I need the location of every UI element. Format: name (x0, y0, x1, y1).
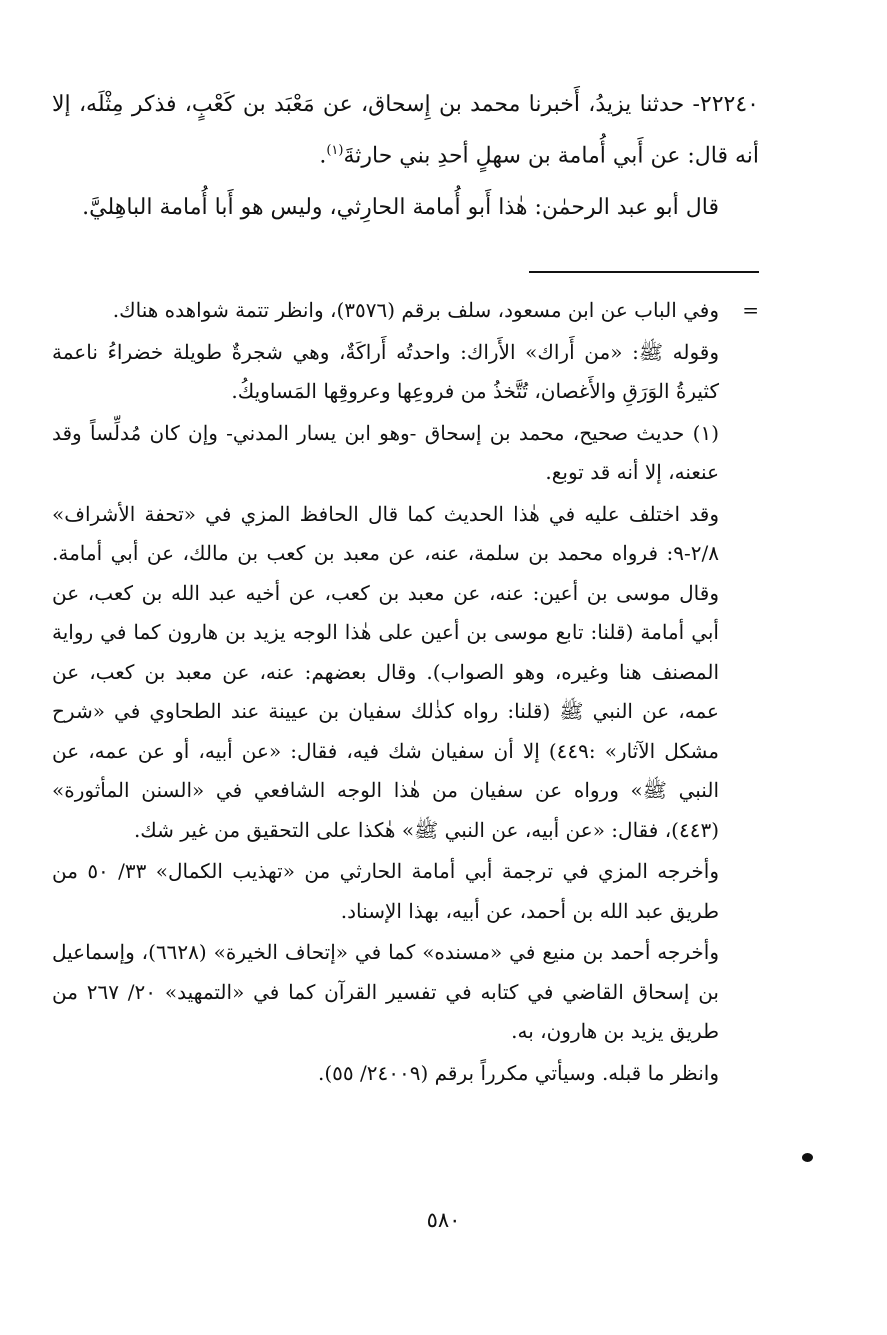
footnotes (52, 291, 759, 1093)
footnote-divider (529, 271, 759, 273)
footnote-ref-1: (١) (326, 143, 344, 158)
hadith-end: . (319, 143, 327, 169)
margin-mark (802, 1153, 813, 1162)
continuation-mark: = (742, 298, 759, 323)
footnote-1: (١) حديث صحيح، محمد بن إسحاق -وهو ابن يسار المدني- وإن كان مُدلِّساً وقد عنعنه، إلا أنه قد توبع. (52, 420, 719, 485)
footnote-arak: وقوله ﷺ: «من أَراك» الأَراك: واحدتُه أَراكَةٌ، وهي شجرةٌ طويلة خضراءُ ناعمة كثيرةُ الوَرَقِ والأَغصان، تُتَّخذُ من فروعِها وعروقِها المَساويكُ. (52, 339, 719, 404)
hadith-paragraph (52, 82, 759, 179)
footnote-continuation (52, 291, 759, 331)
page-number: ٥٨٠ (426, 1208, 461, 1232)
author-note: قال أبو عبد الرحمٰن: هٰذا أَبو أُمامة الحارِثي، وليس هو أَبا أُمامة الباهِليَّ. (82, 195, 719, 221)
footnote-cross-reference: وانظر ما قبله. وسيأتي مكرراً برقم (٢٤٠٠٩/ ٥٥). (317, 1060, 719, 1085)
footnote-ibn-mani: وأخرجه أحمد بن منيع في «مسنده» كما في «إتحاف الخيرة» (٦٦٢٨)، وإسماعيل بن إسحاق القاضي في كتابه في تفسير القرآن كما في «التمهيد» ٢٠/ ٢٦٧ من طريق يزيد بن هارون، به. (52, 940, 719, 1044)
footnote-mizzi: وأخرجه المزي في ترجمة أبي أمامة الحارثي من «تهذيب الكمال» ٣٣/ ٥٠ من طريق عبد الله بن أحمد، عن أبيه، بهذا الإسناد. (52, 859, 720, 923)
main-text (52, 82, 759, 231)
footnote-isnad-discussion: وقد اختلف عليه في هٰذا الحديث كما قال الحافظ المزي في «تحفة الأشراف» ٢/٨-٩: فرواه محمد بن سلمة، عنه، عن معبد بن كعب بن مالك، عن أبي أمامة. وقال موسى بن أعين: عنه، عن معبد بن كعب، عن أخيه عبد الله بن كعب، عن أبي أمامة (قلنا: تابع موسى بن أعين على هٰذا الوجه يزيد بن هارون كما في رواية المصنف هنا وغيره، وهو الصواب). وقال بعضهم: عنه، عن معبد بن كعب، عن عمه، عن النبي ﷺ (قلنا: رواه كذٰلك سفيان بن عيينة عند الطحاوي في «شرح مشكل الآثار» :٤٤٩) إلا أن سفيان شك فيه، فقال: «عن أبيه، أو عن عمه، عن النبي ﷺ» ورواه عن سفيان من هٰذا الوجه الشافعي في «السنن المأثورة» (٤٤٣)، فقال: «عن أبيه، عن النبي ﷺ» هٰكذا على التحقيق من غير شك. (52, 501, 720, 842)
footnote-continuation-text: وفي الباب عن ابن مسعود، سلف برقم (٣٥٧٦)، وانظر تتمة شواهده هناك. (112, 298, 719, 323)
hadith-text: ٢٢٢٤٠- حدثنا يزيدُ، أَخبرنا محمد بن إِسحاق، عن مَعْبَد بن كَعْبٍ، فذكر مِثْلَه، إلا أنه قال: عن أَبي أُمامة بن سهلٍ أحدِ بني حارثةَ (52, 92, 759, 169)
